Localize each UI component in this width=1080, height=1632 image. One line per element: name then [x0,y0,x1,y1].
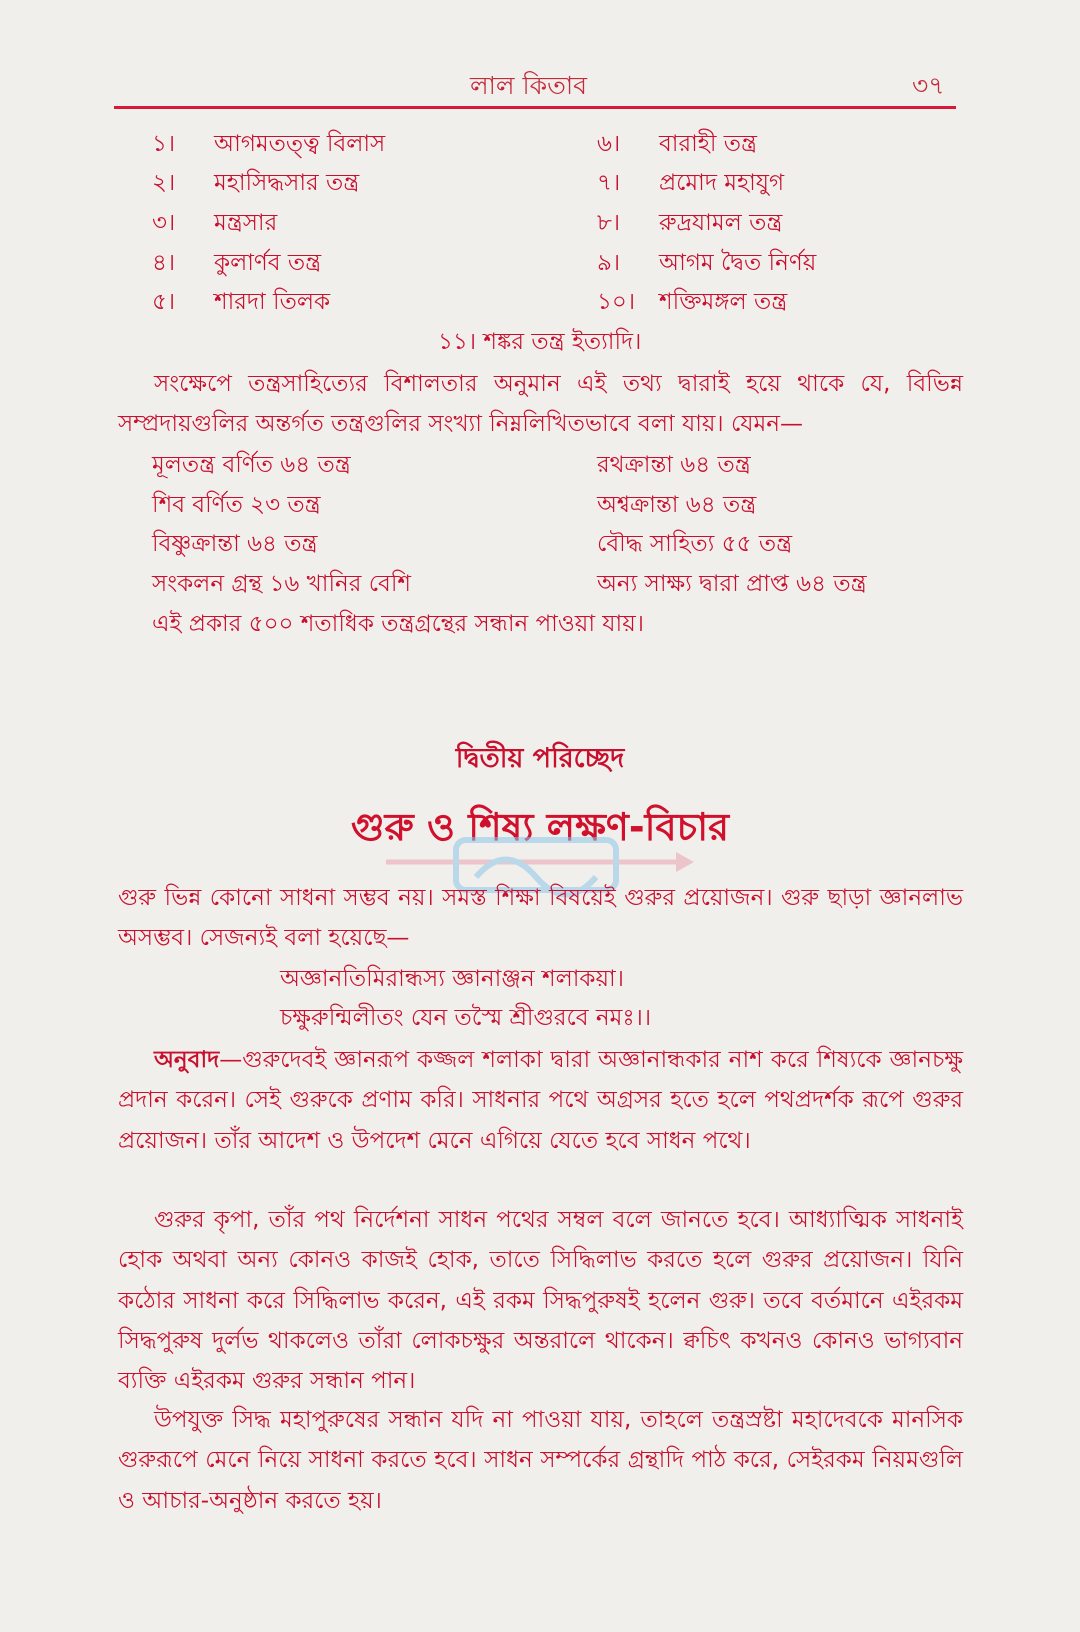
list-item [597,252,816,275]
intro-text: সংক্ষেপে তন্ত্রসাহিত্যের বিশালতার অনুমান এই তথ্য দ্বারাই হয়ে থাকে যে, বিভিন্ন সম্প্রদায়গুলির অন্তর্গত তন্ত্রগুলির সংখ্যা নিম্নলিখিতভাবে বলা যায়। যেমন— [118,371,963,438]
translation-label: অনুবাদ [154,1047,220,1073]
intro-paragraph [118,364,963,445]
count-item: শিব বর্ণিত ২৩ তন্ত্র [152,492,321,518]
list-number: ৪। [152,250,176,276]
verse-line: চক্ষুরুন্মিলীতং যেন তস্মৈ শ্রীগুরবে নমঃ।। [280,1005,652,1031]
paragraph-text: গুরুর কৃপা, তাঁর পথ নির্দেশনা সাধন পথের সম্বল বলে জানতে হবে। আধ্যাত্মিক সাধনাই হোক অথবা অন্য কোনও কাজই হোক, তাতে সিদ্ধিলাভ করতে হলে গুরুর প্রয়োজন। যিনি কঠোর সাধনা করে সিদ্ধিলাভ করেন, এই রকম সিদ্ধপুরুষই হলেন গুরু। তবে বর্তমানে এইরকম সিদ্ধপুরুষ দুর্লভ থাকলেও তাঁরা লোকচক্ষুর অন্তরালে থাকেন। ক্বচিৎ কখনও কোনও ভাগ্যবান ব্যক্তি এইরকম গুরুর সন্ধান পান। [118,1207,963,1395]
paragraph-text: গুরু ভিন্ন কোনো সাধনা সম্ভব নয়। সমস্ত শিক্ষা বিষয়েই গুরুর প্রয়োজন। গুরু ছাড়া জ্ঞানলাভ অসম্ভব। সেজন্যই বলা হয়েছে— [118,885,963,952]
list-item [152,172,359,195]
translation-text: —গুরুদেবই জ্ঞানরূপ কজ্জল শলাকা দ্বারা অজ্ঞানান্ধকার নাশ করে শিষ্যকে জ্ঞানচক্ষু প্রদান করেন। সেই গুরুকে প্রণাম করি। সাধনার পথে অগ্রসর হতে হলে পথপ্রদর্শক রূপে গুরুর প্রয়োজন। তাঁর আদেশ ও উপদেশ মেনে এগিয়ে যেতে হবে সাধন পথে। [118,1047,963,1154]
list-item [152,212,277,235]
summary-line: এই প্রকার ৫০০ শতাধিক তন্ত্রগ্রন্থের সন্ধান পাওয়া যায়। [152,611,645,637]
verse-line: অজ্ঞানতিমিরান্ধস্য জ্ঞানাঞ্জন শলাকয়া। [280,966,624,992]
list-text: মহাসিদ্ধসার তন্ত্র [214,170,360,196]
count-item: অন্য সাক্ষ্য দ্বারা প্রাপ্ত ৬৪ তন্ত্র [597,571,867,597]
list-text: রুদ্রযামল তন্ত্র [659,210,783,236]
list-item [597,291,787,314]
list-number: ৮। [597,210,621,236]
list-item [597,212,782,235]
list-text: শক্তিমঙ্গল তন্ত্র [659,289,788,315]
count-item: সংকলন গ্রন্থ ১৬ খানির বেশি [152,571,412,597]
grace-paragraph [118,1200,963,1401]
list-text: মন্ত্রসার [214,210,278,236]
count-item: বৌদ্ধ সাহিত্য ৫৫ তন্ত্র [597,531,793,557]
list-item [597,172,784,195]
list-item [152,252,321,275]
count-item: রথক্রান্তা ৬৪ তন্ত্র [597,452,751,478]
paragraph-text: উপযুক্ত সিদ্ধ মহাপুরুষের সন্ধান যদি না পাওয়া যায়, তাহলে তন্ত্রস্রষ্টা মহাদেবকে মানসিক গুরুরূপে মেনে নিয়ে সাধনা করতে হবে। সাধন সম্পর্কের গ্রন্থাদি পাঠ করে, সেইরকম নিয়মগুলি ও আচার-অনুষ্ঠান করতে হয়। [118,1407,963,1514]
list-number: ১। [152,131,176,157]
list-number: ৯। [597,250,621,276]
list-item [597,133,757,156]
list-text: কুলার্ণব তন্ত্র [214,250,322,276]
list-item-last: ১১। শঙ্কর তন্ত্র ইত্যাদি। [438,329,642,355]
translation-paragraph [118,1040,963,1161]
list-number: ৭। [597,170,621,196]
count-item: অশ্বক্রান্তা ৬৪ তন্ত্র [597,492,757,518]
count-item: মূলতন্ত্র বর্ণিত ৬৪ তন্ত্র [152,452,351,478]
list-text: প্রমোদ মহাযুগ [659,170,785,196]
list-text: আগমতত্ত্ব বিলাস [214,131,386,157]
closing-paragraph [118,1400,963,1521]
list-item [152,133,385,156]
running-header-title: লাল কিতাব [470,71,588,100]
list-number: ৩। [152,210,176,236]
list-item [152,291,330,314]
list-number: ২। [152,170,176,196]
list-text: বারাহী তন্ত্র [659,131,757,157]
list-number: ৬। [597,131,621,157]
chapter-label: দ্বিতীয় পরিচ্ছেদ [455,743,625,774]
list-text: আগম দ্বৈত নির্ণয় [659,250,817,276]
chapter-heading: গুরু ও শিষ্য লক্ষণ-বিচার [350,805,730,849]
list-number: ১০। [597,289,636,315]
header-rule [114,106,956,109]
list-text: শারদা তিলক [214,289,331,315]
count-item: বিষ্ণুক্রান্তা ৬৪ তন্ত্র [152,531,318,557]
page-number: ৩৭ [912,71,945,100]
list-number: ৫। [152,289,176,315]
guru-paragraph [118,878,963,959]
